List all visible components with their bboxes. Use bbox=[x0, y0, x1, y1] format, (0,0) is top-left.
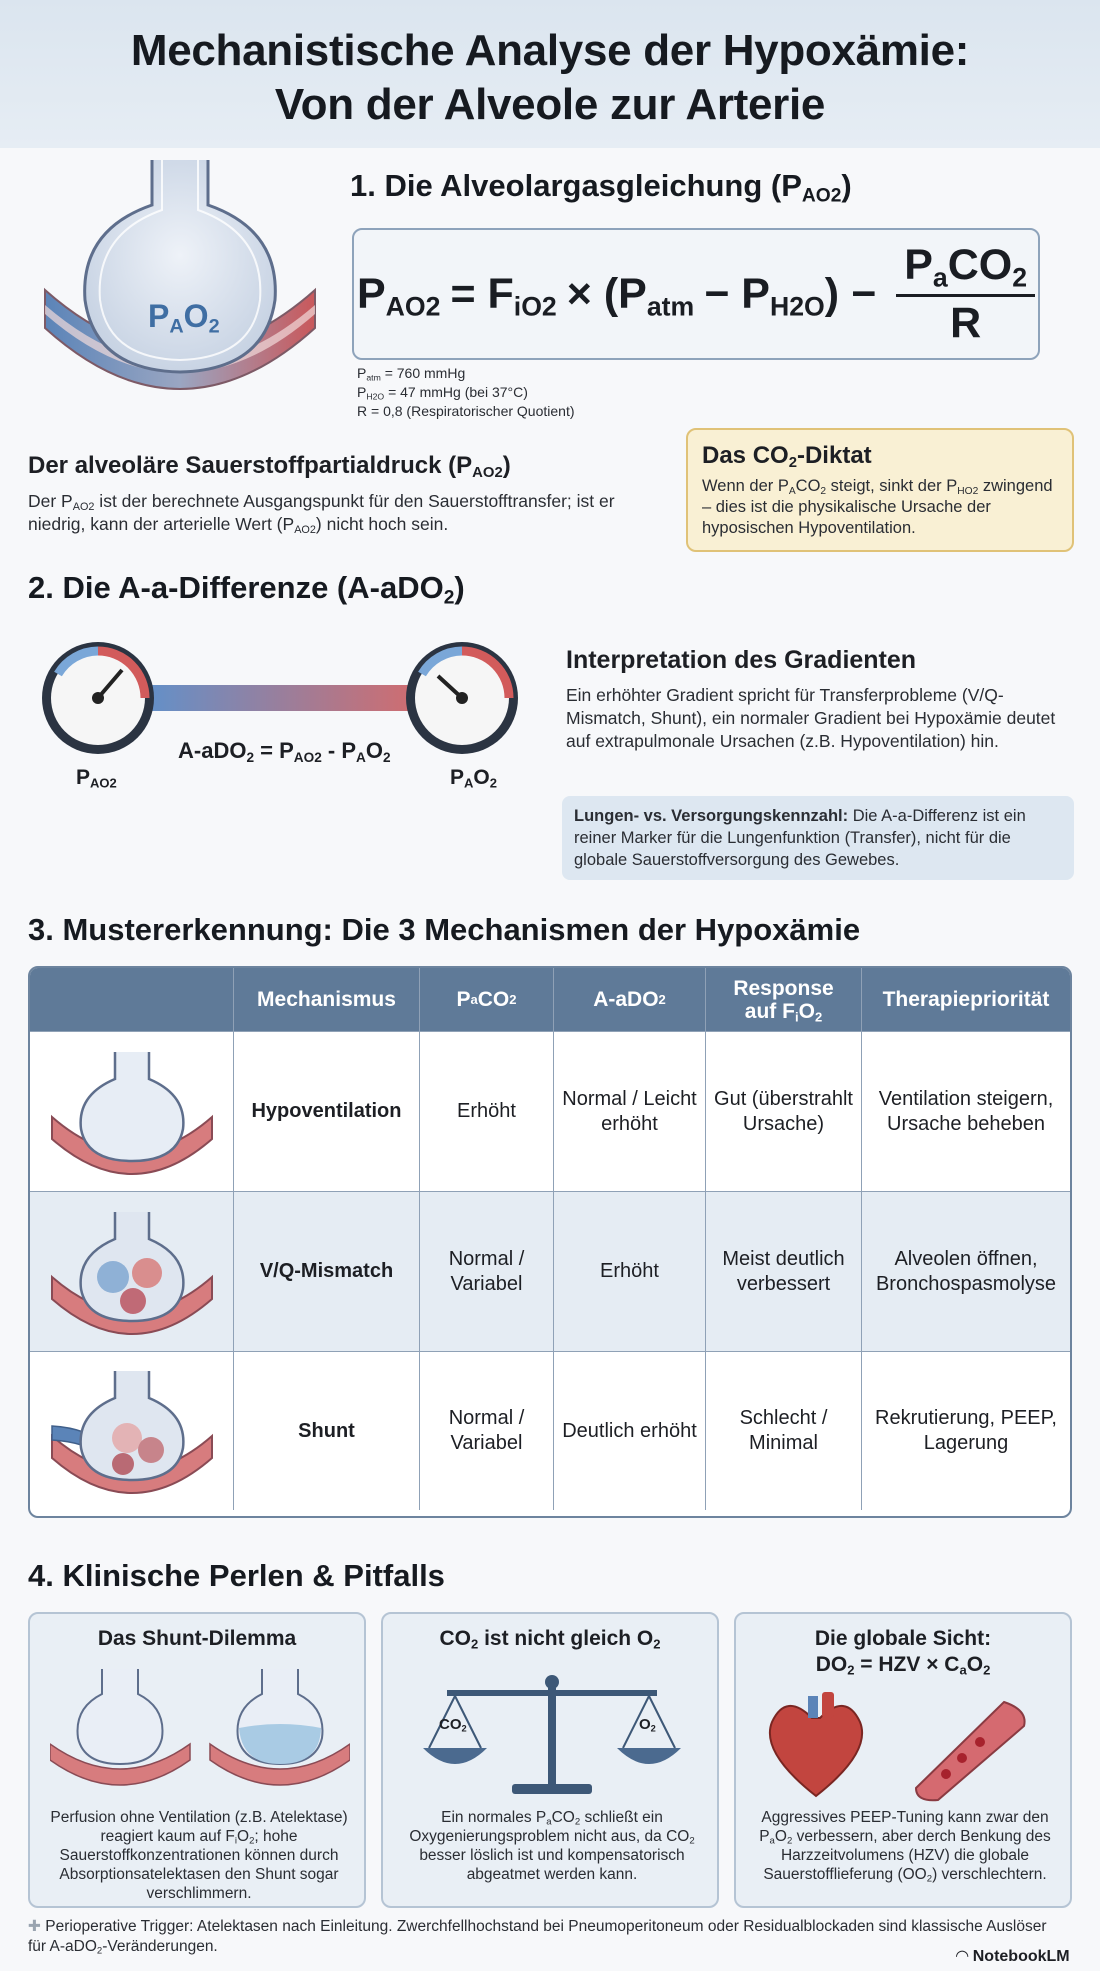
perioperative-footnote: ✚ Perioperative Trigger: Atelektasen nach Einleitung. Zwerchfellhochstand bei Pneumoperitoneum oder Residualblockaden sind klassische Auslöser für A-aDO$_2$-Veränderungen. bbox=[28, 1918, 1047, 1957]
section3-title: 3. Mustererkennung: Die 3 Mechanismen der Hypoxämie bbox=[28, 912, 861, 947]
alveole-illustration bbox=[40, 160, 320, 420]
alveolar-gas-equation: $P_{AO2}$ = $F_{iO2}$ × ($P_{atm}$ − $P_{H2O}$) − $\frac{P_aCO_2}{R}$ bbox=[357, 241, 1035, 348]
scale-left-label: $CO_2$ bbox=[439, 1716, 467, 1734]
card-shunt-dilemma bbox=[28, 1612, 366, 1908]
cell-therapy: Alveolen öffnen, Bronchospasmolyse bbox=[862, 1192, 1070, 1352]
page-title-line2: Von der Alveole zur Arterie bbox=[274, 80, 826, 129]
hypoventilation-illustration bbox=[30, 1032, 234, 1192]
gauge-left-label: $P_{AO2}$ bbox=[76, 766, 117, 791]
card1-title: Das Shunt-Dilemma bbox=[97, 1627, 297, 1650]
plus-icon: ✚ bbox=[28, 1918, 46, 1935]
cell-paco2: Normal / Variabel bbox=[420, 1192, 554, 1352]
table-row bbox=[30, 1192, 1070, 1352]
card2-text: Ein normales $P_aCO_2$ schließt ein Oxygenierungsproblem nicht aus, da $CO_2$ besser löslich ist und kompensatorisch abgeatmet werden kann. bbox=[409, 1809, 695, 1883]
section1-title: 1. Die Alveolargasgleichung $(P_{AO2})$ bbox=[350, 168, 852, 207]
interpretation-text: Ein erhöhter Gradient spricht für Transferprobleme (V/Q-Mismatch, Shunt), ein normaler Gradient bei Hypoxämie deutet auf extrapulmonale Ursachen (z.B. Hypoventilation) hin. bbox=[566, 685, 1056, 751]
alveole-pao2-label: $P_AO_2$ bbox=[148, 298, 220, 338]
header-aado2: A-aDO 2 bbox=[554, 968, 706, 1032]
co2-diktat-callout bbox=[686, 428, 1074, 552]
card2-title: $CO_2$ ist nicht gleich $O_2$ bbox=[439, 1627, 661, 1652]
shunt-illustration bbox=[30, 1352, 234, 1510]
notebooklm-icon: ◠ bbox=[956, 1948, 973, 1965]
cell-response: Gut (überstrahlt Ursache) bbox=[706, 1032, 862, 1192]
header-paco2: P a CO 2 bbox=[420, 968, 554, 1032]
notebooklm-logo: ◠ NotebookLM bbox=[956, 1948, 1070, 1965]
table-row bbox=[30, 1352, 1070, 1510]
card-co2-vs-o2 bbox=[381, 1612, 719, 1908]
gauge-right-label: $P_AO_2$ bbox=[450, 766, 498, 791]
card3-text: Aggressives PEEP-Tuning kann zwar den $P_aO_2$ verbessern, aber derch Benkung des Harzzeitvolumens (HZV) die globale Sauerstofflieferung $(OO_2)$ verschlechtern. bbox=[759, 1809, 1051, 1885]
header-illustration bbox=[30, 968, 234, 1032]
heart-and-vessel-icon bbox=[766, 1692, 1046, 1802]
co2-diktat-text: Wenn der $P_ACO_2$ steigt, sinkt der $P_{HO2}$ zwingend – dies ist die physikalische Ursache der hyposischen Hypoventilation. bbox=[702, 477, 1053, 537]
section4-title: 4. Klinische Perlen & Pitfalls bbox=[28, 1558, 445, 1593]
constant-ph2o: $P_{H2O} = 47$ mmHg (bei 37°C) bbox=[357, 384, 528, 402]
constant-patm: $P_{atm} = 760$ mmHg bbox=[357, 365, 466, 383]
cell-paco2: Erhöht bbox=[420, 1032, 554, 1192]
co2-diktat-title: Das $CO_2$-Diktat bbox=[702, 442, 872, 472]
section2-title: 2. Die A-a-Differenze (A-aDO$_2$) bbox=[28, 570, 465, 609]
scale-icon bbox=[417, 1668, 687, 1798]
card-global-view bbox=[734, 1612, 1072, 1908]
cell-aado2: Deutlich erhöht bbox=[554, 1352, 706, 1510]
page-title-line1: Mechanistische Analyse der Hypoxämie: bbox=[130, 26, 970, 75]
header-response: Response auf $F_iO_2$ bbox=[706, 968, 862, 1032]
alveolar-pressure-text: Der $P_{AO2}$ ist der berechnete Ausgangspunkt für den Sauerstofftransfer; ist er niedrig, kann der arterielle Wert $(P_{AO2})$ nicht hoch sein. bbox=[28, 491, 615, 537]
cell-paco2: Normal / Variabel bbox=[420, 1352, 554, 1510]
mech-shunt: Shunt bbox=[234, 1352, 420, 1510]
mechanisms-table bbox=[28, 966, 1072, 1518]
scale-right-label: $O_2$ bbox=[639, 1716, 656, 1734]
table-header-row bbox=[30, 968, 1070, 1032]
left-gauge-icon bbox=[42, 642, 154, 754]
cell-response: Meist deutlich verbessert bbox=[706, 1192, 862, 1352]
header-therapy: Therapiepriorität bbox=[862, 968, 1070, 1032]
constant-r: R = 0,8 (Respiratorischer Quotient) bbox=[357, 403, 575, 419]
lung-vs-supply-callout: Lungen- vs. Versorgungskennzahl: Die A-a-Differenz ist ein reiner Marker für die Lungenfunktion (Transfer), nicht für die globale Sauerstoffversorgung des Gewebes. bbox=[562, 796, 1074, 880]
interpretation-heading: Interpretation des Gradienten bbox=[566, 646, 917, 674]
mech-hypoventilation: Hypoventilation bbox=[234, 1032, 420, 1192]
equation-fraction: $\frac{P_aCO_2}{R}$ bbox=[896, 241, 1035, 348]
mech-vq-mismatch: V/Q-Mismatch bbox=[234, 1192, 420, 1352]
card3-title: Die globale Sicht: $DO_2$ = HZV × $C_aO_2$ bbox=[814, 1627, 992, 1678]
alveolar-gas-equation-box bbox=[352, 228, 1040, 360]
aado2-equation: $A-aDO_2 = P_{AO2} - P_AO_2$ bbox=[178, 738, 391, 765]
right-gauge-icon bbox=[406, 642, 518, 754]
equation-constants bbox=[357, 364, 575, 421]
cell-aado2: Erhöht bbox=[554, 1192, 706, 1352]
table-row bbox=[30, 1032, 1070, 1192]
header-mechanism: Mechanismus bbox=[234, 968, 420, 1032]
cell-aado2: Normal / Leicht erhöht bbox=[554, 1032, 706, 1192]
cell-therapy: Ventilation steigern, Ursache beheben bbox=[862, 1032, 1070, 1192]
vq-mismatch-illustration bbox=[30, 1192, 234, 1352]
alveolar-pressure-heading: Der alveoläre Sauerstoffpartialdruck $(P_{AO2})$ bbox=[28, 452, 511, 482]
page-header bbox=[0, 0, 1100, 148]
cell-therapy: Rekrutierung, PEEP, Lagerung bbox=[875, 1407, 1057, 1454]
cell-response: Schlecht / Minimal bbox=[706, 1352, 862, 1510]
shunt-dilemma-illustration bbox=[50, 1664, 350, 1804]
card1-text: Perfusion ohne Ventilation (z.B. Atelektase) reagiert kaum auf $F_iO_2$; hohe Sauerstoffkonzentrationen können durch Absorptionsatelektasen den Shunt sogar verschlimmern. bbox=[50, 1809, 348, 1902]
